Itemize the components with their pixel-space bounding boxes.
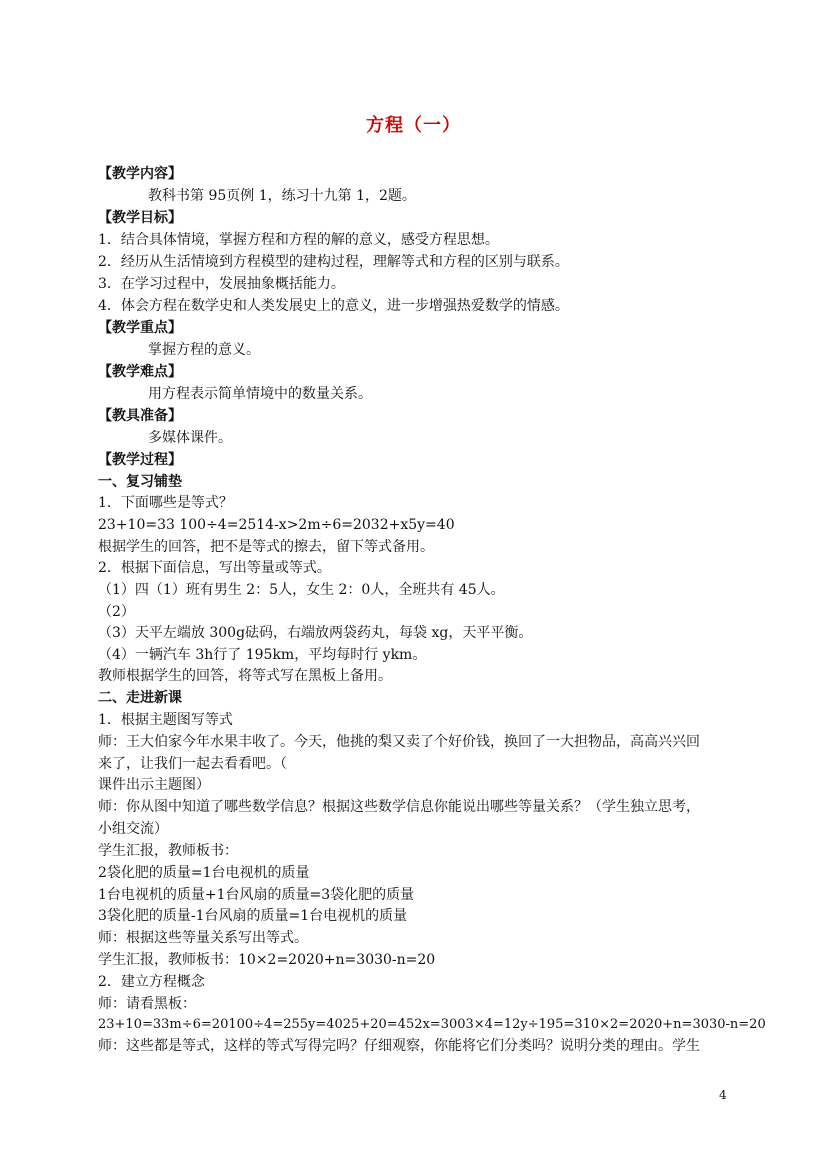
section-heading-keypoint: 【教学重点】 xyxy=(98,320,182,336)
subsection-heading: 一、复习铺垫 xyxy=(98,474,182,490)
paragraph-line: 多媒体课件。 xyxy=(148,430,232,446)
paragraph-line: 2．建立方程概念 xyxy=(98,974,205,990)
section-heading-process: 【教学过程】 xyxy=(98,452,182,468)
paragraph-line: 2袋化肥的质量=1台电视机的质量 xyxy=(98,865,310,881)
paragraph-line: （4）一辆汽车 3h行了 195km，平均每时行 ykm。 xyxy=(98,647,427,663)
objective-item: 3．在学习过程中，发展抽象概括能力。 xyxy=(98,276,345,292)
paragraph-line: 根据学生的回答，把不是等式的擦去，留下等式备用。 xyxy=(98,539,434,555)
document-title: 方程（一） xyxy=(366,115,461,136)
paragraph-line: 师：根据这些等量关系写出等式。 xyxy=(98,930,308,946)
paragraph-line: 课件出示主题图） xyxy=(98,777,210,793)
paragraph-line: 师：这些都是等式，这样的等式写得完吗？仔细观察，你能将它们分类吗？说明分类的理由。学生 xyxy=(98,1038,700,1054)
paragraph-line: 师：你从图中知道了哪些数学信息？根据这些数学信息你能说出哪些等量关系？（学生独立思考， xyxy=(98,799,700,815)
section-heading-objectives: 【教学目标】 xyxy=(98,210,182,226)
section-heading-difficulty: 【教学难点】 xyxy=(98,364,182,380)
paragraph-line: 学生汇报，教师板书：10×2=2020+n=3030-n=20 xyxy=(98,952,436,968)
paragraph-line: 教师根据学生的回答，将等式写在黑板上备用。 xyxy=(98,668,392,684)
paragraph-line: （1）四（1）班有男生 2：5人，女生 2：0人，全班共有 45人。 xyxy=(98,582,505,598)
paragraph-line: 用方程表示简单情境中的数量关系。 xyxy=(148,386,372,402)
equation-line: 23+10=33m÷6=20100÷4=255y=4025+20=452x=3003×4=12y÷195=310×2=2020+n=3030-n=20 xyxy=(98,1017,766,1032)
paragraph-line: （2） xyxy=(98,604,135,620)
paragraph-line: 3袋化肥的质量-1台风扇的质量=1台电视机的质量 xyxy=(98,908,408,924)
paragraph-line: 师：请看黑板： xyxy=(98,996,196,1012)
section-heading-materials: 【教具准备】 xyxy=(98,408,182,424)
paragraph-line: 掌握方程的意义。 xyxy=(148,342,260,358)
paragraph-line: 教科书第 95页例 1，练习十九第 1，2题。 xyxy=(148,188,416,204)
paragraph-line: 1．根据主题图写等式 xyxy=(98,712,233,728)
paragraph-line: 学生汇报，教师板书： xyxy=(98,843,238,859)
paragraph-line: 来了，让我们一起去看看吧。（ xyxy=(98,756,287,772)
paragraph-line: （3）天平左端放 300g砝码，右端放两袋药丸，每袋 xg，天平平衡。 xyxy=(98,625,533,641)
page-number: 4 xyxy=(719,1088,727,1102)
paragraph-line: 2．根据下面信息，写出等量或等式。 xyxy=(98,560,331,576)
section-heading-content: 【教学内容】 xyxy=(98,166,182,182)
objective-item: 2．经历从生活情境到方程模型的建构过程，理解等式和方程的区别与联系。 xyxy=(98,254,569,270)
equation-line: 23+10=33 100÷4=2514-x>2m÷6=2032+x5y=40 xyxy=(98,517,455,533)
paragraph-line: 师：王大伯家今年水果丰收了。今天，他挑的梨又卖了个好价钱，换回了一大担物品，高高兴兴回 xyxy=(98,734,700,750)
objective-item: 4．体会方程在数学史和人类发展史上的意义，进一步增强热爱数学的情感。 xyxy=(98,298,569,314)
objective-item: 1．结合具体情境，掌握方程和方程的解的意义，感受方程思想。 xyxy=(98,232,499,248)
paragraph-line: 小组交流） xyxy=(98,821,168,837)
subsection-heading: 二、走进新课 xyxy=(98,690,182,706)
paragraph-line: 1台电视机的质量+1台风扇的质量=3袋化肥的质量 xyxy=(98,887,415,903)
paragraph-line: 1．下面哪些是等式？ xyxy=(98,495,233,511)
